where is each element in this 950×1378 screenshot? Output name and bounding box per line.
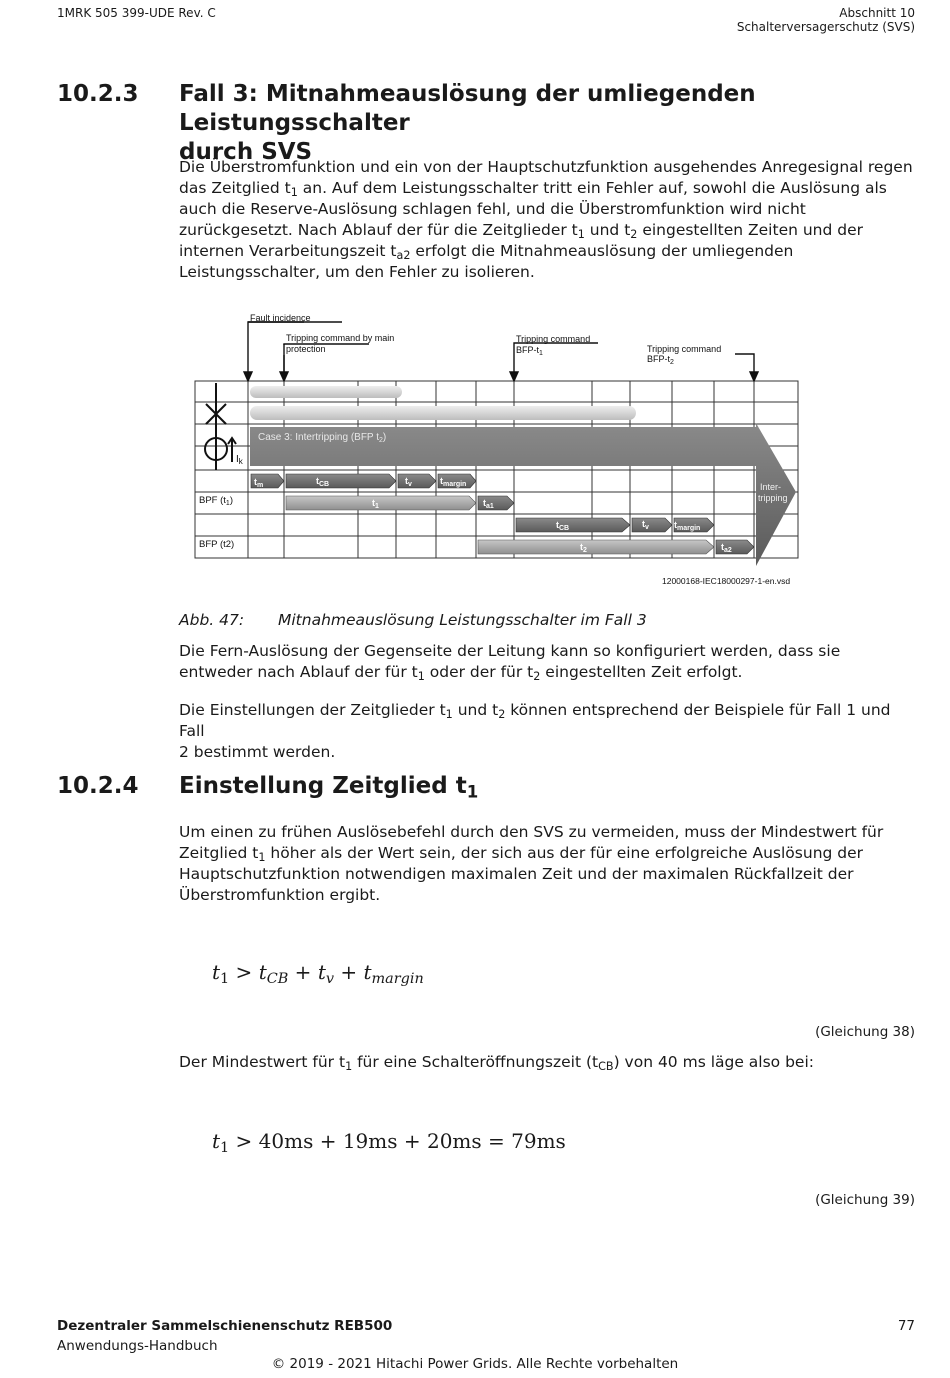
trip-bfp2-label-1: Tripping command <box>647 344 722 354</box>
para-line: Die Einstellungen der Zeitglieder $t_1$ und $t_2$ können entsprechend der Beispiele für Fall 1 und Fall <box>179 701 891 740</box>
case-label: Case 3: Intertripping (BFP $t_2$) <box>258 432 387 444</box>
footer-manual: Anwendungs-Handbuch <box>57 1338 218 1354</box>
heading-number-1024: 10.2.4 <box>57 773 139 799</box>
tv2-arrow <box>632 518 672 532</box>
equation-39-ref: (Gleichung 39) <box>815 1192 915 1208</box>
t1-arrow <box>286 496 476 510</box>
para-line: zurückgesetzt. Nach Ablauf der für die Zeitglieder $t_1$ und $t_2$ eingestellten Zeiten und der <box>179 221 864 242</box>
tv-arrow <box>398 474 436 488</box>
main-protection-bar <box>250 386 402 398</box>
trip-bfp1-label-1: Tripping command <box>516 334 591 344</box>
svg-text:tv: $t_v$ <box>642 519 649 531</box>
svg-text:tmargin: $t_{margin}$ <box>440 476 467 488</box>
equation-38: $t_1 > t_{CB} + t_v + t_{margin}$ <box>212 960 424 988</box>
paragraph-min-value <box>179 1052 919 1073</box>
para-line: das Zeitglied $t_1$ an. Auf dem Leistungsschalter tritt ein Fehler auf, sowohl die Auslösung als <box>179 179 887 200</box>
paragraph-remote-trip <box>179 641 919 683</box>
row-label-bpf1: BPF $(t_1)$ <box>199 495 233 507</box>
section-number: Abschnitt 10 <box>839 6 915 20</box>
equation-38-ref: (Gleichung 38) <box>815 1024 915 1040</box>
para-line: Hauptschutzfunktion notwendigen maximalen Zeit und der maximalen Rückfallzeit der <box>179 865 854 883</box>
tcb-arrow <box>286 474 396 488</box>
svg-text:tm: $t_m$ <box>254 477 264 489</box>
paragraph-settings <box>179 700 919 763</box>
svg-text:ta2: $t_{a2}$ <box>721 542 732 554</box>
heading-number-1023: 10.2.3 <box>57 81 139 107</box>
svg-text:t2: $t_2$ <box>580 542 587 554</box>
para-line: auch die Reserve-Auslösung schlagen fehl, und die Überstromfunktion wird nicht <box>179 200 806 218</box>
svg-text:t1: $t_1$ <box>372 498 379 510</box>
heading-1024: Einstellung Zeitglied $t_1$ <box>179 773 479 802</box>
figure-caption-text: Mitnahmeauslösung Leistungsschalter im Fall 3 <box>278 611 647 629</box>
fault-incidence-label: Fault incidence <box>250 313 311 323</box>
para-line: Die Fern-Auslösung der Gegenseite der Leitung kann so konfiguriert werden, dass sie <box>179 642 841 660</box>
t2-arrow <box>478 540 714 554</box>
timing-diagram <box>0 0 950 600</box>
ik-label: $I_k$ <box>236 454 243 466</box>
inter-label-1: Inter- <box>760 482 782 492</box>
inter-label-2: tripping <box>758 493 788 503</box>
figure-caption-label: Abb. 47: <box>179 611 245 629</box>
para-line: Zeitglied $t_1$ höher als der Wert sein, der sich aus der für eine erfolgreiche Auslösung der <box>179 844 864 865</box>
para-line: Die Überstromfunktion und ein von der Hauptschutzfunktion ausgehendes Anregesignal regen <box>179 158 913 176</box>
svg-text:tmargin: $t_{margin}$ <box>674 520 701 532</box>
para-line: Um einen zu frühen Auslösebefehl durch den SVS zu vermeiden, muss der Mindestwert für <box>179 823 884 841</box>
para-line: Leistungsschalter, um den Fehler zu isolieren. <box>179 263 535 281</box>
trip-main-label-2: protection <box>286 344 326 354</box>
row-label-bfp2: BFP (t2) <box>199 539 235 550</box>
breaker-symbol <box>205 383 236 470</box>
paragraph-t1-min <box>179 822 919 906</box>
trip-bfp1-label-2: BFP-$t_1$ <box>516 345 543 357</box>
trip-main-label-1: Tripping command by main <box>286 333 395 343</box>
equation-39: $t_1 > 40ms + 19ms + 20ms = 79ms$ <box>212 1129 566 1157</box>
overcurrent-bar <box>250 406 636 420</box>
svg-text:ta1: $t_{a1}$ <box>483 498 494 510</box>
svg-text:tCB: $t_{CB}$ <box>556 520 570 532</box>
heading-1023-line2: durch SVS <box>179 139 313 165</box>
para-line: internen Verarbeitungszeit $t_{a2}$ erfolgt die Mitnahmeauslösung der umliegenden <box>179 242 794 263</box>
para-line: entweder nach Ablauf der für $t_1$ oder der für $t_2$ eingestellten Zeit erfolgt. <box>179 663 743 684</box>
heading-1023-line1: Fall 3: Mitnahmeauslösung der umliegenden Leistungsschalter <box>179 81 756 136</box>
para-line: Der Mindestwert für $t_1$ für eine Schalteröffnungszeit $(t_{CB})$ von 40 ms läge also bei: <box>179 1053 814 1074</box>
svg-text:tv: $t_v$ <box>405 476 412 488</box>
para-line: 2 bestimmt werden. <box>179 743 336 761</box>
copyright: © 2019 - 2021 Hitachi Power Grids. Alle Rechte vorbehalten <box>271 1356 679 1372</box>
trip-bfp2-label-2: BFP-$t_2$ <box>647 354 674 366</box>
svg-text:tCB: $t_{CB}$ <box>316 476 330 488</box>
tcb2-arrow <box>516 518 630 532</box>
figure-file-id: 12000168-IEC18000297-1-en.vsd <box>662 576 791 586</box>
doc-id: 1MRK 505 399-UDE Rev. C <box>57 6 216 20</box>
footer-product: Dezentraler Sammelschienenschutz REB500 <box>57 1318 393 1334</box>
section-title: Schalterversagerschutz (SVS) <box>736 20 915 34</box>
page-number: 77 <box>897 1318 915 1334</box>
para-line: Überstromfunktion ergibt. <box>179 886 381 904</box>
